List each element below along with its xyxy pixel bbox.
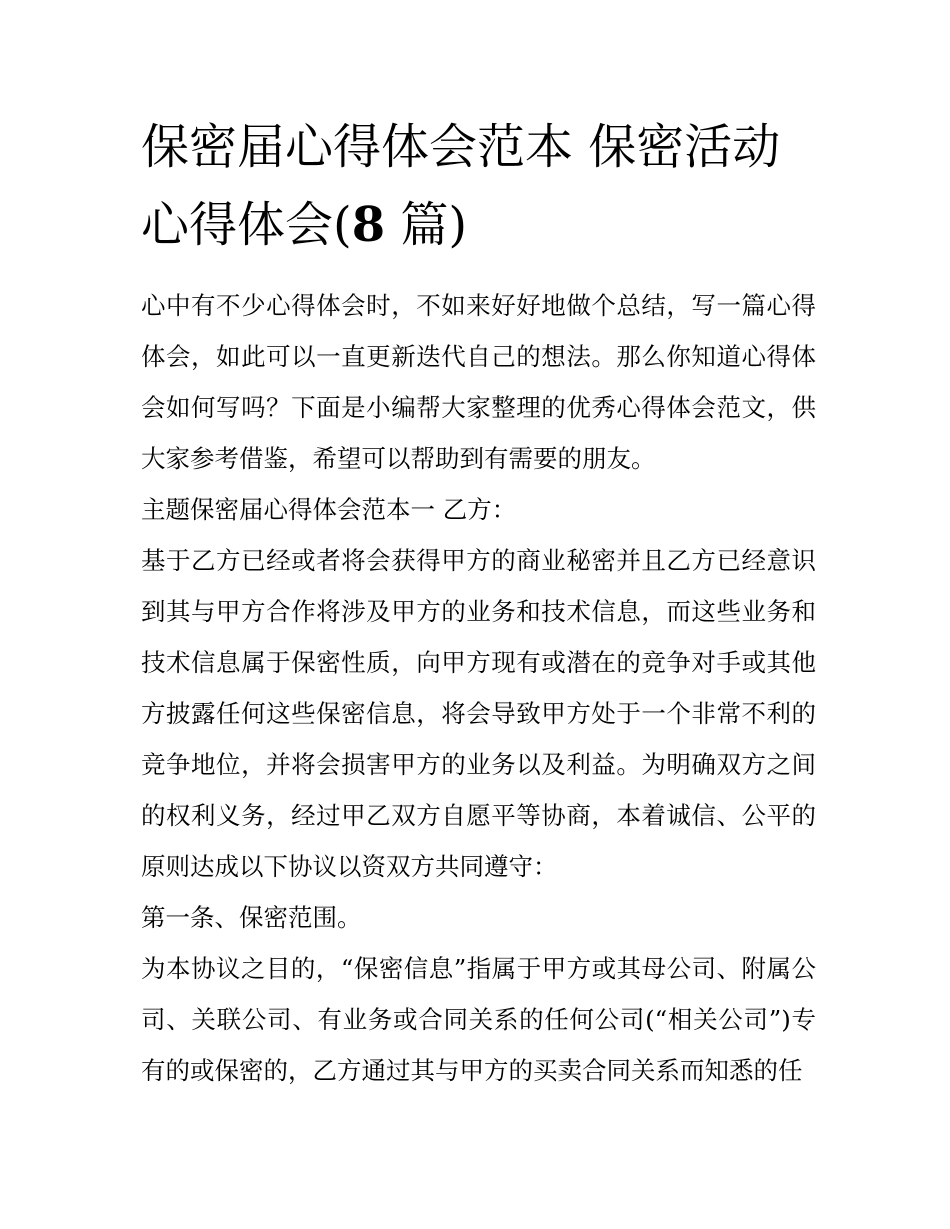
- section-heading: 主题保密届心得体会范本一 乙方：: [141, 495, 517, 524]
- document-body: [141, 280, 816, 1096]
- document-content: [141, 108, 816, 1096]
- intro-paragraph: 心中有不少心得体会时，不如来好好地做个总结，写一篇心得体会，如此可以一直更新迭代自己的想法。那么你知道心得体会如何写吗？下面是小编帮大家整理的优秀心得体会范文，供大家参考借鉴，希望可以帮助到有需要的朋友。: [141, 291, 816, 473]
- definition-paragraph: 为本协议之目的，“保密信息”指属于甲方或其母公司、附属公司、关联公司、有业务或合同关系的任何公司(“相关公司”)专有的或保密的，乙方通过其与甲方的买卖合同关系而知悉的任: [141, 954, 816, 1085]
- document-title: [141, 108, 816, 264]
- title-suffix: 篇): [385, 197, 468, 253]
- title-text: 保密届心得体会范本 保密活动心得体会(: [141, 119, 781, 253]
- preamble-paragraph: 基于乙方已经或者将会获得甲方的商业秘密并且乙方已经意识到其与甲方合作将涉及甲方的业务和技术信息，而这些业务和技术信息属于保密性质，向甲方现有或潜在的竞争对手或其他方披露任何这些保密信息，将会导致甲方处于一个非常不利的竞争地位，并将会损害甲方的业务以及利益。为明确双方之间的权利义务，经过甲乙双方自愿平等协商，本着诚信、公平的原则达成以下协议以资双方共同遵守：: [141, 546, 816, 881]
- title-number: 8: [351, 197, 386, 253]
- article-heading: 第一条、保密范围。: [141, 903, 362, 932]
